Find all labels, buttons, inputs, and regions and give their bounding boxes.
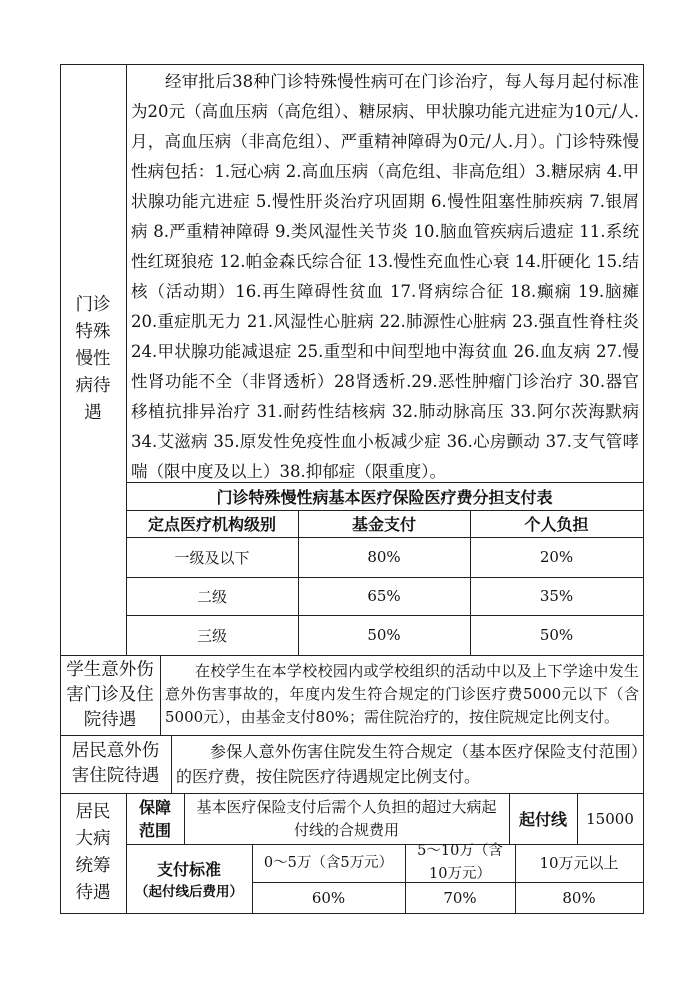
chronic-description: 经审批后38种门诊特殊慢性病可在门诊治疗，每人每月起付标准为20元（高血压病（高危组）、糖尿病、甲状腺功能亢进症为10元/人.月，高血压病（非高危组）、严重精神障碍为0元/人.月）。门诊特殊慢性病包括：1.冠心病 2.高血压病（高危组、非高危组）3.糖尿病 4.甲状腺功能亢进症 5.慢性肝炎治疗巩固期 6.慢性阻塞性肺疾病 7.银屑病 8.严重精神障碍 9.类风湿性关节炎 10.脑血管疾病后遗症 11.系统性红斑狼疮 12.帕金森氏综合征 13.慢性充血性心衰 14.肝硬化 15.结核（活动期）16.再生障碍性贫血 17.肾病综合征 18.癫痫 19.脑瘫 20.重症肌无力 21.风湿性心脏病 22.肺源性心脏病 23.强直性脊柱炎 24.甲状腺功能减退症 25.重型和中间型地中海贫血 26.血友病 27.慢性肾功能不全（非肾透析）28肾透析.29.恶性肿瘤门诊治疗 30.器官移植抗排异治疗 31.耐药性结核病 32.肺动脉高压 33.阿尔茨海默病 34.艾滋病 35.原发性免疫性血小板减少症 36.心房颤动 37.支气管哮喘（限中度及以上）38.抑郁症（限重度）。: [131, 72, 639, 481]
table-border-right: [643, 64, 644, 913]
tier-label: 5～10万（含10万元）: [417, 843, 503, 882]
payment-standard-note: （起付线后费用）: [135, 884, 243, 900]
payment-standard-cell: [126, 844, 252, 913]
resident-injury-description: 参保人意外伤害住院发生符合规定（基本医疗保险支付范围）的医疗费，按住院医疗待遇规定比例支付。: [176, 742, 639, 786]
table-cell: 50%: [367, 626, 401, 644]
col-divider-student: [160, 655, 161, 735]
critical-illness-label: 居民大病统筹待遇: [75, 802, 111, 903]
scope-label: 保障范围: [138, 797, 171, 840]
table-cell: 二级: [196, 587, 227, 606]
chronic-table-header-personal: 个人负担: [524, 515, 589, 534]
scope-text: 基本医疗保险支付后需个人负担的超过大病起付线的合规费用: [196, 797, 497, 839]
resident-injury-label: 居民意外伤害住院待遇: [71, 741, 160, 786]
tier-label: 10万元以上: [539, 853, 619, 872]
student-injury-description: 在校学生在本学校校园内或学校组织的活动中以及上下学途中发生意外伤害事故的，年度内发生符合规定的门诊医疗费5000元以下（含5000元），由基金支付80%；需住院治疗的，按住院规定比例支付。: [165, 662, 639, 726]
col-divider-resident: [171, 735, 172, 793]
chronic-section-label: 门诊特殊慢性病待遇: [75, 295, 111, 423]
table-cell: 65%: [367, 587, 401, 605]
table-cell: 35%: [539, 587, 574, 605]
table-border-top: [60, 64, 644, 65]
table-cell: 50%: [539, 626, 574, 644]
table-cell: 三级: [196, 626, 227, 645]
chronic-table-header-fund: 基金支付: [351, 515, 416, 534]
tier-rate: 70%: [443, 888, 477, 907]
table-border-bottom: [60, 913, 644, 914]
threshold-label: 起付线: [518, 810, 567, 829]
tier-rate: 80%: [562, 888, 596, 907]
table-cell: 80%: [367, 548, 401, 566]
table-cell: 20%: [539, 548, 574, 566]
table-cell: 一级及以下: [174, 548, 250, 567]
payment-standard-label: 支付标准: [156, 860, 221, 879]
chronic-table-title: 门诊特殊慢性病基本医疗保险医疗费分担支付表: [216, 487, 553, 507]
tier-rate: 60%: [311, 888, 346, 907]
tier-label: 0～5万（含5万元）: [263, 854, 394, 871]
chronic-table-header-level: 定点医疗机构级别: [147, 515, 276, 534]
threshold-value: 15000: [586, 809, 634, 828]
student-injury-label: 学生意外伤害门诊及住院待遇: [66, 659, 154, 730]
